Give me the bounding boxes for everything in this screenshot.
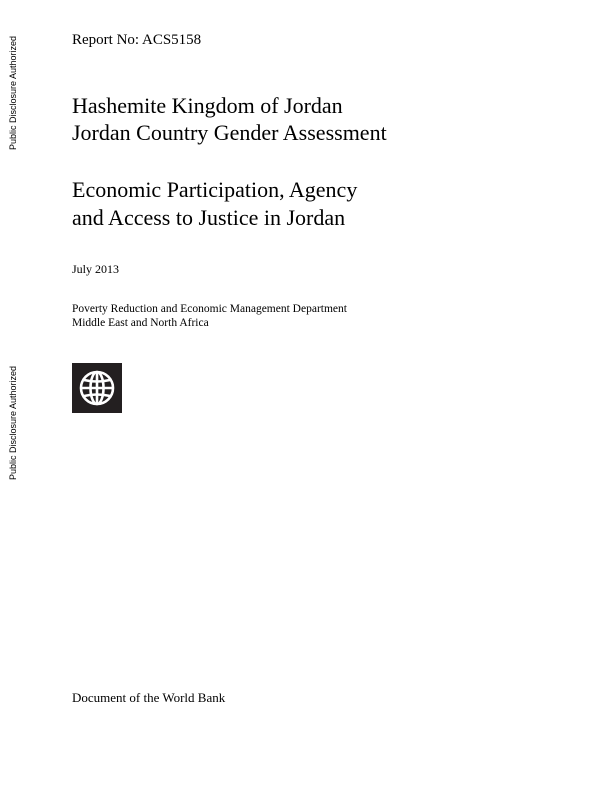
document-title [72, 92, 387, 146]
title-line-2: Jordan Country Gender Assessment [72, 120, 387, 145]
disclosure-stamp-middle: Public Disclosure Authorized [8, 365, 18, 480]
disclosure-stamp-top: Public Disclosure Authorized [8, 35, 18, 150]
department-block [72, 302, 347, 330]
document-subtitle [72, 176, 357, 232]
subtitle-line-2: and Access to Justice in Jordan [72, 205, 346, 230]
report-number: Report No: ACS5158 [72, 32, 202, 48]
department-line-2: Middle East and North Africa [72, 317, 209, 329]
title-line-1: Hashemite Kingdom of Jordan [72, 93, 343, 118]
subtitle-line-1: Economic Participation, Agency [72, 177, 358, 202]
department-line-1: Poverty Reduction and Economic Management Department [72, 303, 347, 315]
footer-text: Document of the World Bank [72, 690, 226, 705]
globe-icon [77, 368, 117, 408]
world-bank-logo [72, 363, 122, 413]
publication-date: July 2013 [72, 262, 120, 276]
